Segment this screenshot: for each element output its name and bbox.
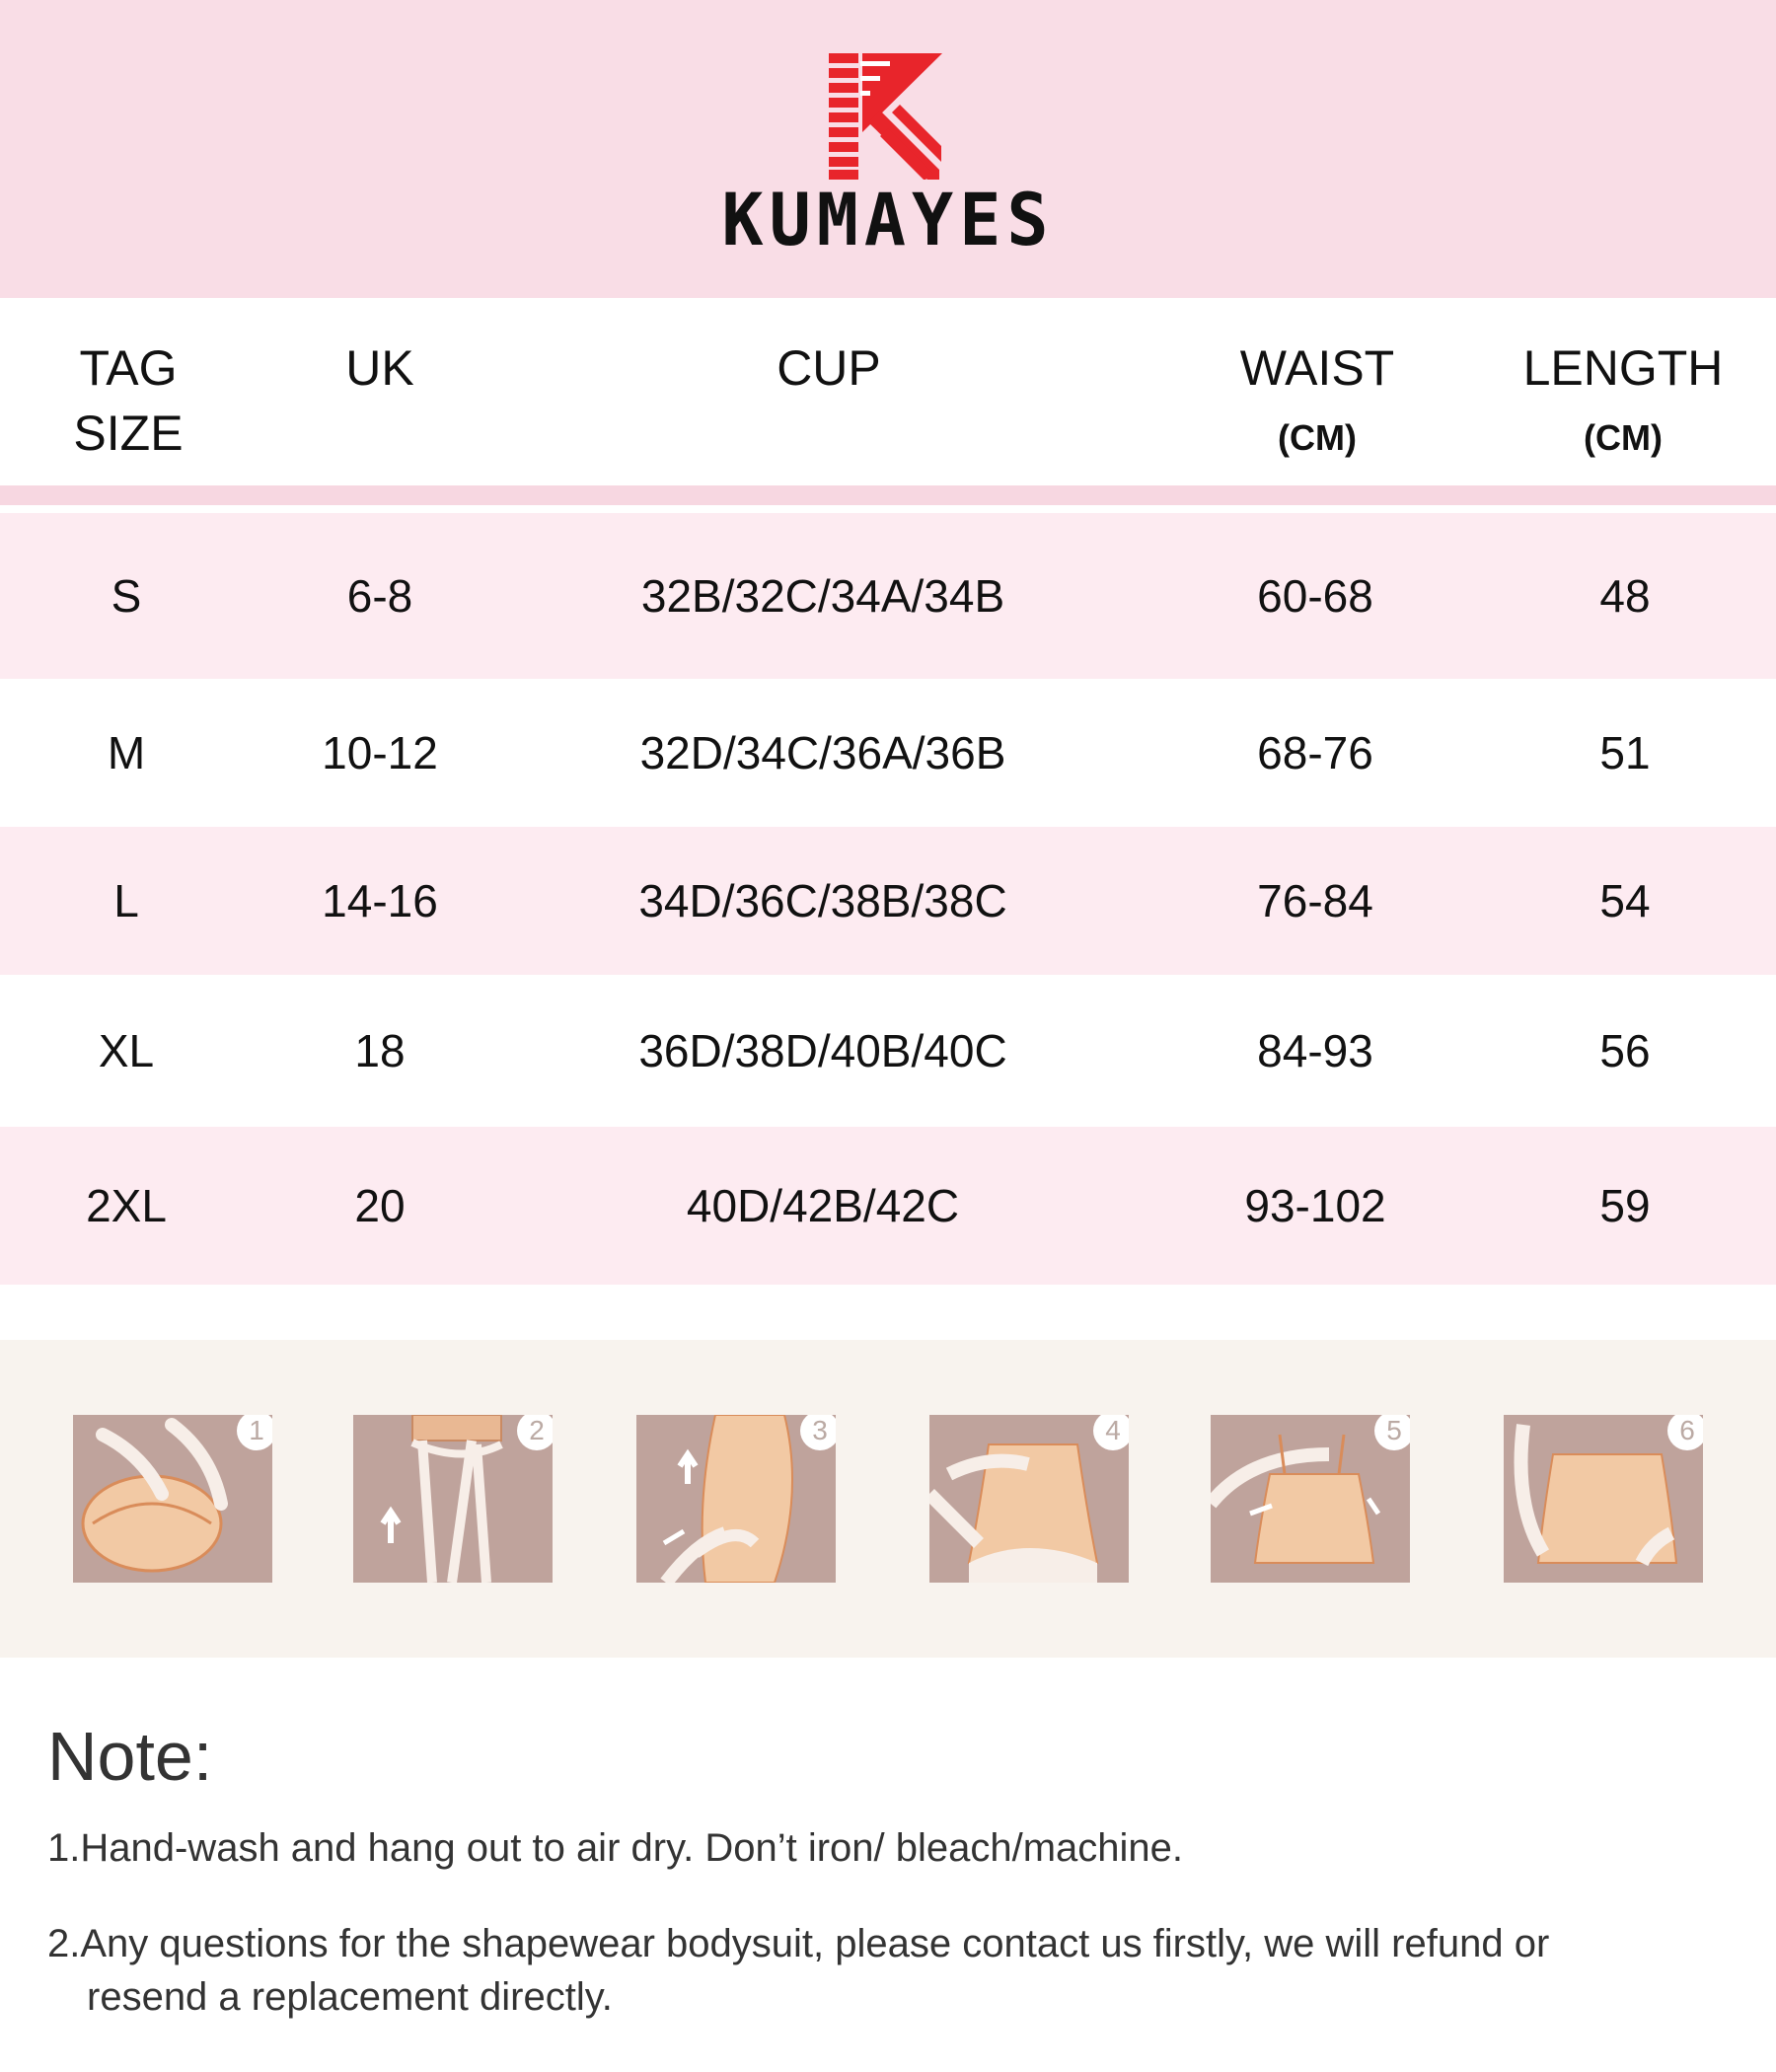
note-line: 2.Any questions for the shapewear bodysuit, please contact us firstly, we will refund or <box>47 1922 1550 1965</box>
step-number: 6 <box>1667 1415 1703 1450</box>
step-number: 4 <box>1093 1415 1129 1450</box>
cell-cup: 32B/32C/34A/34B <box>640 570 1005 622</box>
step-smooth-icon <box>1504 1415 1703 1583</box>
cell-waist: 84-93 <box>1257 1025 1373 1076</box>
note-title: Note: <box>47 1718 213 1795</box>
header-tag-size <box>39 335 217 466</box>
step-step-in-icon <box>353 1415 553 1583</box>
cell-tag: L <box>113 875 139 926</box>
header-divider <box>0 485 1776 505</box>
table-row <box>0 975 1776 1127</box>
step-number: 5 <box>1374 1415 1410 1450</box>
header-tag-label: TAG <box>79 340 178 396</box>
step-adjust-chest-icon <box>929 1415 1129 1583</box>
cell-uk: 18 <box>354 1025 406 1076</box>
cell-uk: 20 <box>354 1180 406 1231</box>
cell-tag: XL <box>98 1025 155 1076</box>
size-table-header <box>0 298 1776 485</box>
cell-length: 56 <box>1599 1025 1651 1076</box>
note-line-continued: resend a replacement directly. <box>87 1975 613 2019</box>
table-row <box>0 679 1776 827</box>
cell-uk: 6-8 <box>346 570 413 622</box>
cell-cup: 36D/38D/40B/40C <box>638 1025 1007 1076</box>
step-number: 2 <box>517 1415 553 1450</box>
cell-length: 59 <box>1599 1180 1651 1231</box>
header-waist <box>1184 335 1450 460</box>
cell-waist: 68-76 <box>1257 727 1373 778</box>
cell-length: 48 <box>1599 570 1651 622</box>
cell-tag: M <box>107 727 146 778</box>
cell-tag: 2XL <box>86 1180 167 1231</box>
header-uk <box>296 335 464 401</box>
note-line: 1.Hand-wash and hang out to air dry. Don’t iron/ bleach/machine. <box>47 1826 1184 1870</box>
brand-header <box>0 0 1776 298</box>
cell-length: 51 <box>1599 727 1651 778</box>
step-number: 1 <box>237 1415 272 1450</box>
step-straps-icon <box>1211 1415 1410 1583</box>
kumayes-logo-icon <box>829 53 942 180</box>
wearing-instructions <box>0 1340 1776 1658</box>
step-number: 3 <box>800 1415 836 1450</box>
header-cup-label: CUP <box>777 340 881 396</box>
note-item <box>47 1917 1549 2024</box>
brand-name: KUMAYES <box>721 177 1055 263</box>
cell-waist: 60-68 <box>1257 570 1373 622</box>
cell-cup: 32D/34C/36A/36B <box>639 727 1006 778</box>
cell-uk: 10-12 <box>322 727 438 778</box>
header-tag-label2: SIZE <box>73 406 184 461</box>
cell-length: 54 <box>1599 875 1651 926</box>
cell-waist: 93-102 <box>1244 1180 1386 1231</box>
header-waist-label: WAIST <box>1239 340 1395 396</box>
header-uk-label: UK <box>345 340 414 396</box>
table-row <box>0 827 1776 975</box>
cell-tag: S <box>111 570 142 622</box>
step-pull-up-icon <box>636 1415 836 1583</box>
cell-cup: 40D/42B/42C <box>686 1180 960 1231</box>
step-open-bodysuit-icon <box>73 1415 272 1583</box>
cell-uk: 14-16 <box>322 875 438 926</box>
header-waist-unit: (CM) <box>1278 417 1357 458</box>
table-row <box>0 513 1776 679</box>
header-length <box>1490 335 1756 460</box>
header-length-unit: (CM) <box>1584 417 1663 458</box>
cell-waist: 76-84 <box>1257 875 1373 926</box>
note-item <box>47 1821 1183 1875</box>
table-row <box>0 1127 1776 1285</box>
cell-cup: 34D/36C/38B/38C <box>638 875 1007 926</box>
header-length-label: LENGTH <box>1522 340 1724 396</box>
header-cup <box>631 335 1026 401</box>
